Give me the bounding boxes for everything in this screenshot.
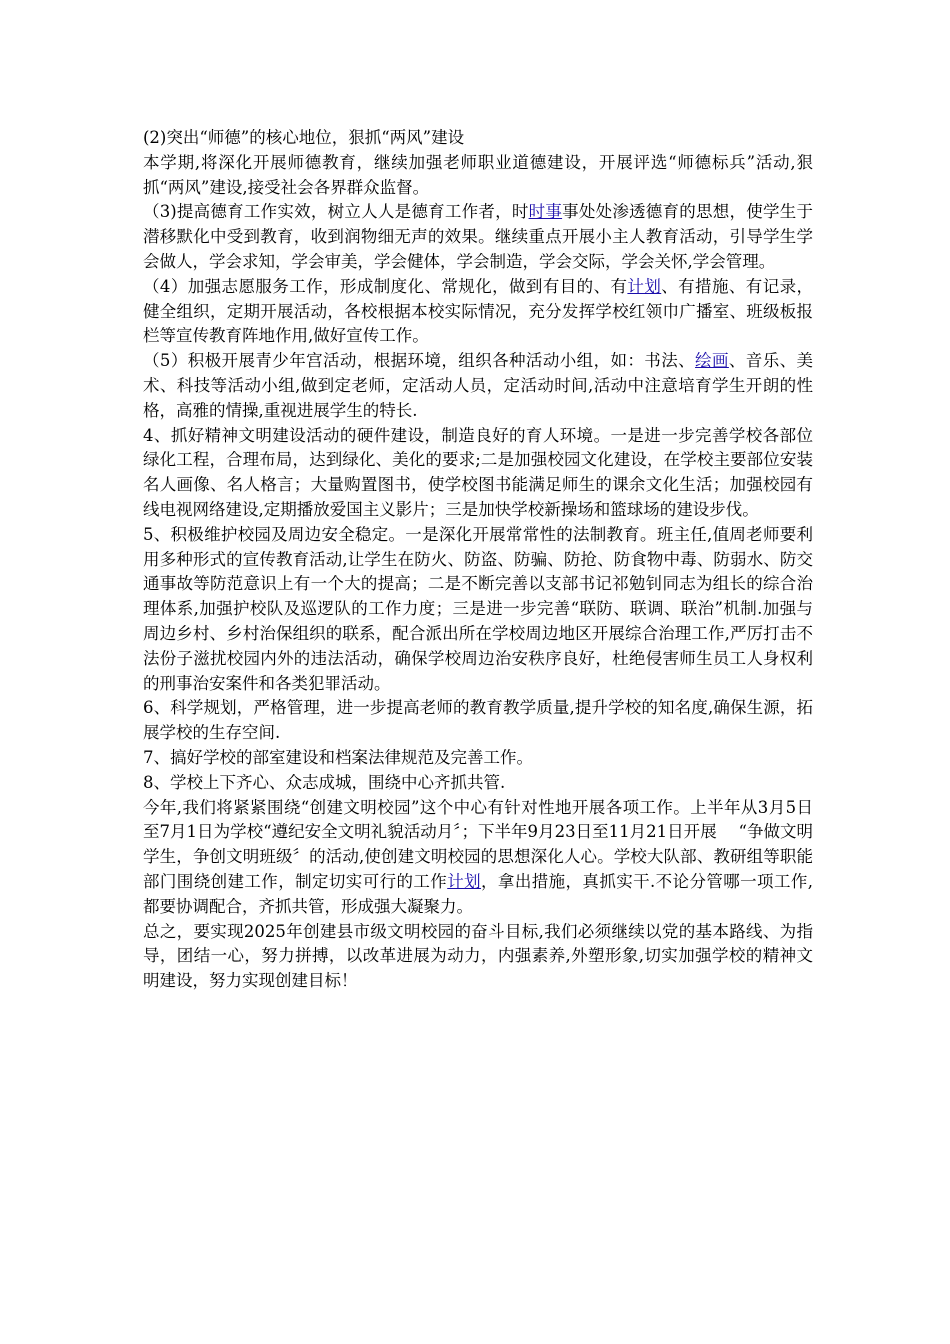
paragraph [143,523,813,697]
paragraph [143,746,813,771]
document-body [143,126,813,994]
text-run: 4、抓好精神文明建设活动的硬件建设，制造良好的育人环境。一是进一步完善学校各部位绿化工程，合理布局，达到绿化、美化的要求;二是加强校园文化建设，在学校主要部位安装名人画像、名人格言；大量购置图书，使学校图书能满足师生的课余文化生活；加强校园有线电视网络建设,定期播放爱国主义影片；三是加快学校新操场和篮球场的建设步伐。 [143,425,813,519]
paragraph [143,796,813,920]
text-run: 7、搞好学校的部室建设和档案法律规范及完善工作。 [143,747,533,767]
text-run: ，拿出措施，真抓实干.不论分管哪一项工作,都要协调配合，齐抓共管，形成强大凝聚力。 [143,871,814,916]
text-run: 事处处渗透德育的思想，使学生于潜移默化中受到教育，收到润物细无声的效果。继续重点开展小主人教育活动，引导学生学会做人，学会求知，学会审美，学会健体，学会制造，学会交际，学会关怀,学会管理。 [143,202,814,271]
text-run: （3)提高德育工作实效，树立人人是德育工作者，时 [143,202,529,222]
text-run: 8、学校上下齐心、众志成城，围绕中心齐抓共管. [143,772,506,792]
text-run: 、有措施、有记录，健全组织，定期开展活动，各校根据本校实际情况，充分发挥学校红领巾广播室、班级板报栏等宣传教育阵地作用,做好宣传工作。 [143,276,814,346]
paragraph [143,771,813,796]
paragraph [143,920,813,994]
paragraph [143,126,813,151]
text-run: 总之，要实现2025年创建县市级文明校园的奋斗目标,我们必须继续以党的基本路线、为指导，团结一心，努力拼搏，以改革进展为动力，内强素养,外塑形象,切实加强学校的精神文明建设，努力实现创建目标！ [143,921,813,991]
text-run: （5）积极开展青少年宫活动，根据环境，组织各种活动小组，如：书法、 [143,351,696,371]
inline-link[interactable]: 时事 [528,202,563,222]
text-run: 、音乐、美术、科技等活动小组,做到定老师，定活动人员，定活动时间,活动中注意培育学生开朗的性格，高雅的情操,重视进展学生的特长. [143,351,814,420]
text-run: 5、积极维护校园及周边安全稳定。一是深化开展常常性的法制教育。班主任,值周老师要利用多种形式的宣传教育活动,让学生在防火、防盗、防骗、防抢、防食物中毒、防弱水、防交通事故等防范意识上有一个大的提高；二是不断完善以支部书记祁勉钊同志为组长的综合治理体系,加强护校队及巡逻队的工作力度；三是进一步完善“联防、联调、联治”机制.加强与周边乡村、乡村治保组织的联系，配合派出所在学校周边地区开展综合治理工作,严厉打击不法份子滋扰校园内外的违法活动，确保学校周边治安秩序良好，杜绝侵害师生员工人身权利的刑事治安案件和各类犯罪活动。 [143,524,813,693]
paragraph [143,424,813,523]
text-run: 今年,我们将紧紧围绕“创建文明校园”这个中心有针对性地开展各项工作。上半年从3月5日至7月1日为学校“遵纪安全文明礼貌活动月〞；下半年9月23日至11月21日开展 “争做文明学生，争创文明班级〞的活动,使创建文明校园的思想深化人心。学校大队部、教研组等职能部门围绕创建工作，制定切实可行的工作 [143,797,813,891]
text-run: （4）加强志愿服务工作，形成制度化、常规化，做到有目的、有 [143,276,628,296]
text-run: 本学期,将深化开展师德教育，继续加强老师职业道德建设，开展评选“师德标兵”活动,狠抓“两风”建设,接受社会各界群众监督。 [143,152,813,197]
paragraph [143,151,813,201]
text-run: 6、科学规划，严格管理，进一步提高老师的教育教学质量,提升学校的知名度,确保生源，拓展学校的生存空间. [143,698,813,743]
inline-link[interactable]: 绘画 [695,351,729,371]
paragraph [143,200,813,274]
paragraph [143,349,813,423]
paragraph [143,275,813,349]
inline-link[interactable]: 计划 [447,871,482,891]
paragraph [143,696,813,746]
text-run: (2)突出“师德”的核心地位，狠抓“两风”建设 [143,128,465,147]
inline-link[interactable]: 计划 [627,276,662,296]
